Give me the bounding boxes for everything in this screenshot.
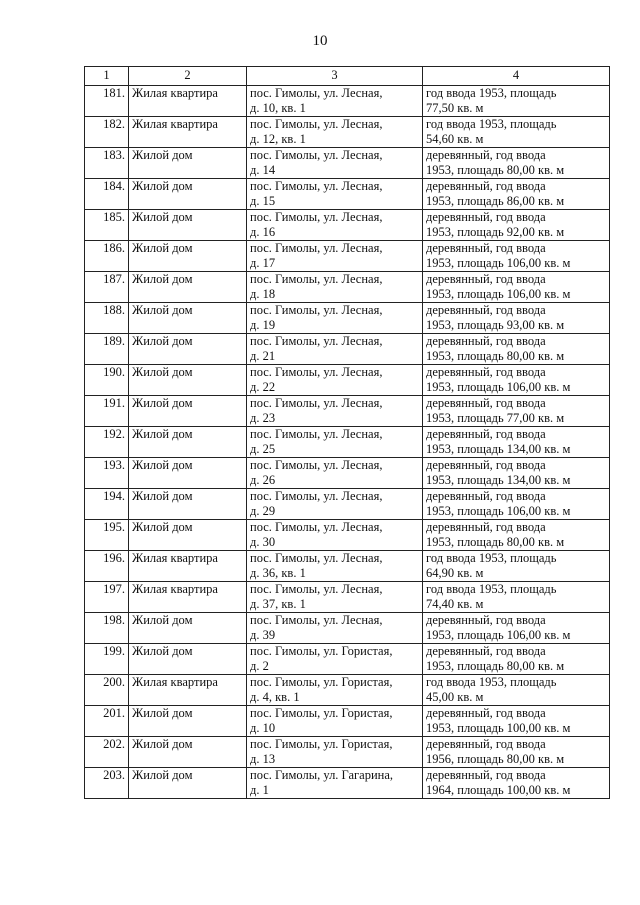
address-line: пос. Гимолы, ул. Гагарина, <box>250 768 393 782</box>
object-description <box>423 272 610 303</box>
page-number: 10 <box>312 33 328 49</box>
address-line: д. 37, кв. 1 <box>250 597 306 611</box>
address-line: пос. Гимолы, ул. Лесная, <box>250 365 383 379</box>
table-row <box>85 551 610 582</box>
object-description <box>423 179 610 210</box>
object-description <box>423 737 610 768</box>
description-line: деревянный, год ввода <box>426 768 546 782</box>
description-line: деревянный, год ввода <box>426 520 546 534</box>
table-row <box>85 396 610 427</box>
description-line: деревянный, год ввода <box>426 303 546 317</box>
row-number: 181. <box>85 86 129 117</box>
address-line: д. 23 <box>250 411 276 425</box>
object-description <box>423 458 610 489</box>
address-line: д. 36, кв. 1 <box>250 566 306 580</box>
object-name: Жилой дом <box>129 396 247 427</box>
address-line: пос. Гимолы, ул. Лесная, <box>250 303 383 317</box>
description-line: 1953, площадь 86,00 кв. м <box>426 194 565 208</box>
row-number: 189. <box>85 334 129 365</box>
object-description <box>423 117 610 148</box>
row-number: 191. <box>85 396 129 427</box>
address-line: д. 30 <box>250 535 276 549</box>
description-line: деревянный, год ввода <box>426 179 546 193</box>
table-row <box>85 458 610 489</box>
description-line: 1953, площадь 80,00 кв. м <box>426 659 565 673</box>
table-row <box>85 86 610 117</box>
object-address <box>247 303 423 334</box>
description-line: 1953, площадь 134,00 кв. м <box>426 442 571 456</box>
address-line: пос. Гимолы, ул. Лесная, <box>250 551 383 565</box>
object-address <box>247 520 423 551</box>
table-row <box>85 334 610 365</box>
address-line: пос. Гимолы, ул. Гористая, <box>250 644 393 658</box>
description-line: 1953, площадь 80,00 кв. м <box>426 535 565 549</box>
object-description <box>423 365 610 396</box>
description-line: деревянный, год ввода <box>426 396 546 410</box>
table-row <box>85 489 610 520</box>
address-line: пос. Гимолы, ул. Лесная, <box>250 489 383 503</box>
description-line: 77,50 кв. м <box>426 101 484 115</box>
table-row <box>85 365 610 396</box>
table-row <box>85 706 610 737</box>
address-line: пос. Гимолы, ул. Лесная, <box>250 582 383 596</box>
table-row <box>85 117 610 148</box>
object-address <box>247 365 423 396</box>
table-row <box>85 179 610 210</box>
address-line: пос. Гимолы, ул. Лесная, <box>250 427 383 441</box>
table-row <box>85 644 610 675</box>
object-description <box>423 520 610 551</box>
object-address <box>247 675 423 706</box>
address-line: д. 25 <box>250 442 276 456</box>
address-line: д. 12, кв. 1 <box>250 132 306 146</box>
description-line: 1964, площадь 100,00 кв. м <box>426 783 571 797</box>
description-line: деревянный, год ввода <box>426 210 546 224</box>
address-line: пос. Гимолы, ул. Лесная, <box>250 613 383 627</box>
address-line: д. 15 <box>250 194 276 208</box>
description-line: 1953, площадь 106,00 кв. м <box>426 287 571 301</box>
description-line: год ввода 1953, площадь <box>426 117 557 131</box>
object-address <box>247 179 423 210</box>
property-table <box>84 66 610 799</box>
object-name: Жилой дом <box>129 458 247 489</box>
address-line: пос. Гимолы, ул. Гористая, <box>250 675 393 689</box>
address-line: д. 2 <box>250 659 269 673</box>
object-address <box>247 272 423 303</box>
row-number: 188. <box>85 303 129 334</box>
object-description <box>423 675 610 706</box>
object-name: Жилой дом <box>129 644 247 675</box>
description-line: 1953, площадь 134,00 кв. м <box>426 473 571 487</box>
description-line: год ввода 1953, площадь <box>426 86 557 100</box>
row-number: 193. <box>85 458 129 489</box>
row-number: 192. <box>85 427 129 458</box>
address-line: пос. Гимолы, ул. Лесная, <box>250 86 383 100</box>
description-line: деревянный, год ввода <box>426 613 546 627</box>
object-name: Жилой дом <box>129 768 247 799</box>
description-line: деревянный, год ввода <box>426 489 546 503</box>
row-number: 184. <box>85 179 129 210</box>
object-address <box>247 334 423 365</box>
object-description <box>423 644 610 675</box>
table-row <box>85 272 610 303</box>
description-line: деревянный, год ввода <box>426 427 546 441</box>
object-address <box>247 582 423 613</box>
row-number: 199. <box>85 644 129 675</box>
table-row <box>85 148 610 179</box>
address-line: пос. Гимолы, ул. Лесная, <box>250 396 383 410</box>
description-line: деревянный, год ввода <box>426 334 546 348</box>
object-description <box>423 334 610 365</box>
address-line: д. 13 <box>250 752 276 766</box>
object-name: Жилая квартира <box>129 551 247 582</box>
object-name: Жилая квартира <box>129 86 247 117</box>
object-name: Жилой дом <box>129 148 247 179</box>
address-line: д. 18 <box>250 287 276 301</box>
address-line: д. 29 <box>250 504 276 518</box>
address-line: пос. Гимолы, ул. Лесная, <box>250 210 383 224</box>
object-description <box>423 241 610 272</box>
description-line: год ввода 1953, площадь <box>426 551 557 565</box>
object-address <box>247 768 423 799</box>
table-row <box>85 768 610 799</box>
description-line: 1953, площадь 80,00 кв. м <box>426 163 565 177</box>
object-name: Жилая квартира <box>129 117 247 148</box>
table-body <box>85 86 610 799</box>
object-name: Жилой дом <box>129 179 247 210</box>
address-line: пос. Гимолы, ул. Лесная, <box>250 520 383 534</box>
column-header-1: 1 <box>85 67 129 86</box>
row-number: 186. <box>85 241 129 272</box>
address-line: д. 10, кв. 1 <box>250 101 306 115</box>
object-name: Жилой дом <box>129 334 247 365</box>
object-address <box>247 644 423 675</box>
address-line: пос. Гимолы, ул. Лесная, <box>250 458 383 472</box>
object-name: Жилой дом <box>129 365 247 396</box>
object-address <box>247 148 423 179</box>
description-line: 1956, площадь 80,00 кв. м <box>426 752 565 766</box>
table-row <box>85 613 610 644</box>
description-line: 1953, площадь 106,00 кв. м <box>426 380 571 394</box>
description-line: 1953, площадь 92,00 кв. м <box>426 225 565 239</box>
object-description <box>423 613 610 644</box>
table-row <box>85 427 610 458</box>
table-row <box>85 241 610 272</box>
row-number: 187. <box>85 272 129 303</box>
object-address <box>247 706 423 737</box>
address-line: д. 4, кв. 1 <box>250 690 300 704</box>
description-line: год ввода 1953, площадь <box>426 582 557 596</box>
address-line: д. 21 <box>250 349 276 363</box>
description-line: 64,90 кв. м <box>426 566 484 580</box>
object-description <box>423 210 610 241</box>
object-description <box>423 396 610 427</box>
object-address <box>247 613 423 644</box>
description-line: 1953, площадь 106,00 кв. м <box>426 628 571 642</box>
address-line: пос. Гимолы, ул. Лесная, <box>250 241 383 255</box>
address-line: д. 19 <box>250 318 276 332</box>
row-number: 185. <box>85 210 129 241</box>
description-line: 1953, площадь 77,00 кв. м <box>426 411 565 425</box>
address-line: пос. Гимолы, ул. Гористая, <box>250 737 393 751</box>
row-number: 196. <box>85 551 129 582</box>
object-description <box>423 768 610 799</box>
object-description <box>423 489 610 520</box>
address-line: пос. Гимолы, ул. Лесная, <box>250 334 383 348</box>
description-line: 74,40 кв. м <box>426 597 484 611</box>
description-line: деревянный, год ввода <box>426 737 546 751</box>
address-line: пос. Гимолы, ул. Лесная, <box>250 117 383 131</box>
object-description <box>423 148 610 179</box>
column-header-2: 2 <box>129 67 247 86</box>
object-address <box>247 737 423 768</box>
column-header-4: 4 <box>423 67 610 86</box>
address-line: д. 14 <box>250 163 276 177</box>
address-line: пос. Гимолы, ул. Гористая, <box>250 706 393 720</box>
description-line: деревянный, год ввода <box>426 272 546 286</box>
row-number: 198. <box>85 613 129 644</box>
object-name: Жилой дом <box>129 613 247 644</box>
table-row <box>85 210 610 241</box>
address-line: пос. Гимолы, ул. Лесная, <box>250 272 383 286</box>
description-line: 1953, площадь 106,00 кв. м <box>426 256 571 270</box>
object-name: Жилой дом <box>129 241 247 272</box>
object-description <box>423 303 610 334</box>
description-line: деревянный, год ввода <box>426 458 546 472</box>
row-number: 202. <box>85 737 129 768</box>
table-row <box>85 737 610 768</box>
object-description <box>423 86 610 117</box>
object-description <box>423 582 610 613</box>
object-address <box>247 241 423 272</box>
object-description <box>423 551 610 582</box>
object-name: Жилой дом <box>129 303 247 334</box>
table-header-row <box>85 67 610 86</box>
object-name: Жилой дом <box>129 489 247 520</box>
object-name: Жилой дом <box>129 427 247 458</box>
row-number: 182. <box>85 117 129 148</box>
description-line: деревянный, год ввода <box>426 365 546 379</box>
object-address <box>247 427 423 458</box>
object-address <box>247 551 423 582</box>
column-header-3: 3 <box>247 67 423 86</box>
object-description <box>423 427 610 458</box>
object-name: Жилой дом <box>129 272 247 303</box>
description-line: 1953, площадь 100,00 кв. м <box>426 721 571 735</box>
address-line: д. 1 <box>250 783 269 797</box>
table-row <box>85 675 610 706</box>
description-line: деревянный, год ввода <box>426 241 546 255</box>
address-line: пос. Гимолы, ул. Лесная, <box>250 179 383 193</box>
description-line: деревянный, год ввода <box>426 644 546 658</box>
object-name: Жилой дом <box>129 210 247 241</box>
row-number: 200. <box>85 675 129 706</box>
description-line: деревянный, год ввода <box>426 706 546 720</box>
object-address <box>247 86 423 117</box>
row-number: 183. <box>85 148 129 179</box>
description-line: 54,60 кв. м <box>426 132 484 146</box>
description-line: 1953, площадь 106,00 кв. м <box>426 504 571 518</box>
object-name: Жилой дом <box>129 737 247 768</box>
address-line: д. 39 <box>250 628 276 642</box>
object-name: Жилой дом <box>129 520 247 551</box>
object-address <box>247 210 423 241</box>
row-number: 201. <box>85 706 129 737</box>
object-address <box>247 396 423 427</box>
description-line: 45,00 кв. м <box>426 690 484 704</box>
address-line: д. 26 <box>250 473 276 487</box>
table-row <box>85 582 610 613</box>
row-number: 195. <box>85 520 129 551</box>
object-address <box>247 489 423 520</box>
address-line: д. 22 <box>250 380 276 394</box>
object-address <box>247 117 423 148</box>
address-line: д. 17 <box>250 256 276 270</box>
table-row <box>85 520 610 551</box>
object-name: Жилая квартира <box>129 582 247 613</box>
description-line: 1953, площадь 80,00 кв. м <box>426 349 565 363</box>
object-name: Жилой дом <box>129 706 247 737</box>
row-number: 203. <box>85 768 129 799</box>
address-line: пос. Гимолы, ул. Лесная, <box>250 148 383 162</box>
row-number: 197. <box>85 582 129 613</box>
description-line: год ввода 1953, площадь <box>426 675 557 689</box>
object-description <box>423 706 610 737</box>
object-name: Жилая квартира <box>129 675 247 706</box>
address-line: д. 16 <box>250 225 276 239</box>
row-number: 190. <box>85 365 129 396</box>
row-number: 194. <box>85 489 129 520</box>
address-line: д. 10 <box>250 721 276 735</box>
table-row <box>85 303 610 334</box>
description-line: 1953, площадь 93,00 кв. м <box>426 318 565 332</box>
object-address <box>247 458 423 489</box>
description-line: деревянный, год ввода <box>426 148 546 162</box>
